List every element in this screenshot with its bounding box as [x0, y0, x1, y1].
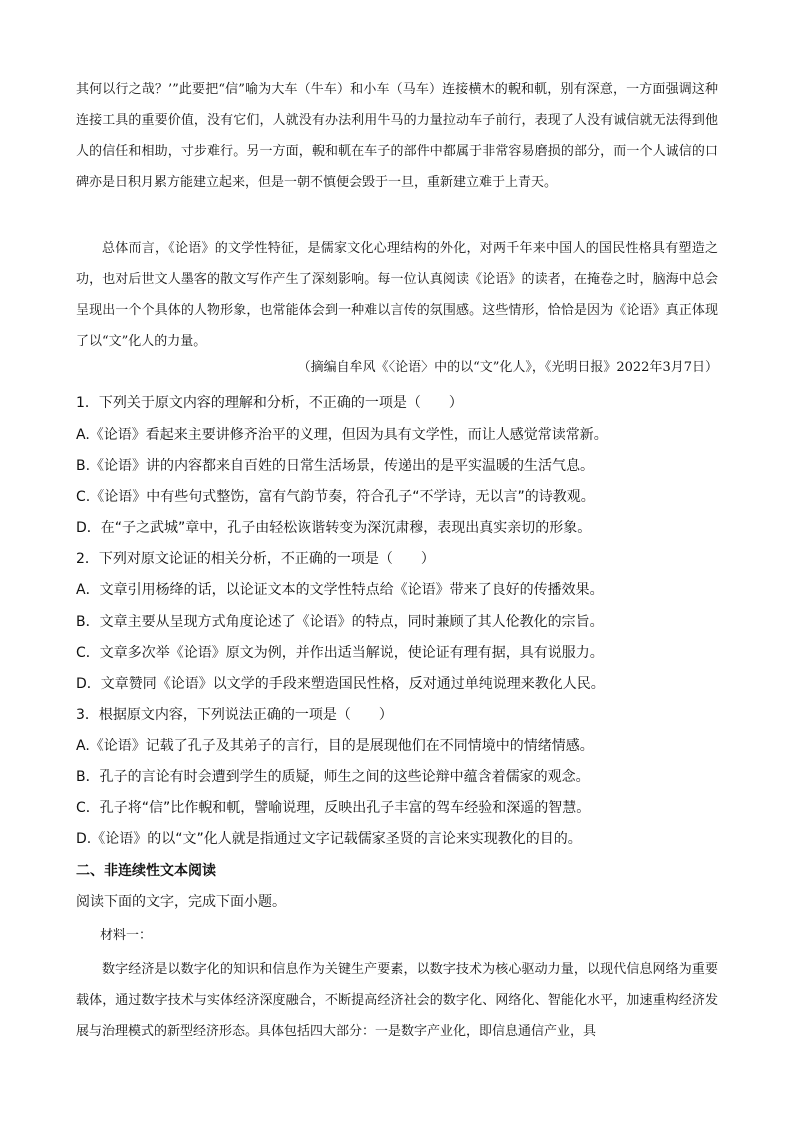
passage-paragraph-top: 其何以行之哉？’”此要把“信”喻为大车（牛车）和小车（马车）连接横木的輗和軏，别有深意，一方面强调这种连接工具的重要价值，没有它们，人就没有办法利用牛马的力量拉动车子前行，表现了人没有诚信就无法得到他人的信任和相助，寸步难行。另一方面，輗和軏在车子的部件中都属于非常容易磨损的部分，而一个人诚信的口碑亦是日积月累方能建立起来，但是一朝不慎便会毁于一旦，重新建立难于上青天。	[76, 82, 718, 190]
source-citation: （摘编自牟风《〈论语〉中的以“文”化人》，《光明日报》2022年3月7日）	[297, 360, 718, 375]
question-3-option-d: D.《论语》的以“文”化人就是指通过文字记载儒家圣贤的言论来实现教化的目的。	[76, 831, 582, 847]
question-2-stem: 2．下列对原文论证的相关分析，不正确的一项是（ ）	[76, 551, 435, 567]
question-1-option-d: D．在“子之武城”章中，孔子由轻松诙谐转变为深沉肃穆，表现出真实亲切的形象。	[76, 520, 592, 536]
question-2-option-a: A．文章引用杨绛的话，以论证文本的文学性特点给《论语》带来了良好的传播效果。	[76, 582, 604, 598]
question-1-option-c: C.《论语》中有些句式整饬，富有气韵节奏，符合孔子“不学诗，无以言”的诗教观。	[76, 489, 595, 505]
question-2-option-c: C．文章多次举《论语》原文为例，并作出适当解说，使论证有理有据，具有说服力。	[76, 645, 604, 661]
question-2-option-d: D．文章赞同《论语》以文学的手段来塑造国民性格，反对通过单纯说理来教化人民。	[76, 676, 605, 692]
section-heading: 二、非连续性文本阅读	[76, 863, 216, 879]
question-3-option-c: C．孔子将“信”比作輗和軏，譬喻说理，反映出孔子丰富的驾车经验和深遥的智慧。	[76, 800, 591, 816]
question-3-stem: 3．根据原文内容，下列说法正确的一项是（ ）	[76, 707, 393, 723]
question-1-option-a: A.《论语》看起来主要讲修齐治平的义理，但因为具有文学性，而让人感觉常读常新。	[76, 427, 608, 443]
question-2-option-b: B．文章主要从呈现方式角度论述了《论语》的特点，同时兼顾了其人伦教化的宗旨。	[76, 614, 604, 630]
material-paragraph: 数字经济是以数字化的知识和信息作为关键生产要素，以数字技术为核心驱动力量，以现代信息网络为重要载体，通过数字技术与实体经济深度融合，不断提高经济社会的数字化、网络化、智能化水平，加速重构经济发展与治理模式的新型经济形态。具体包括四大部分：一是数字产业化，即信息通信产业，具	[76, 962, 718, 1039]
question-3-option-b: B．孔子的言论有时会遭到学生的质疑，师生之间的这些论辩中蕴含着儒家的观念。	[76, 769, 590, 785]
material-label: 材料一：	[100, 928, 153, 943]
reading-instruction: 阅读下面的文字，完成下面小题。	[76, 894, 286, 910]
question-1-stem: 1．下列关于原文内容的理解和分析，不正确的一项是（ ）	[76, 395, 463, 411]
question-1-option-b: B.《论语》讲的内容都来自百姓的日常生活场景，传递出的是平实温暖的生活气息。	[76, 458, 595, 474]
passage-paragraph-summary: 总体而言，《论语》的文学性特征，是儒家文化心理结构的外化，对两千年来中国人的国民性格具有塑造之功，也对后世文人墨客的散文写作产生了深刻影响。每一位认真阅读《论语》的读者，在掩卷之时，脑海中总会呈现出一个个具体的人物形象，也常能体会到一种难以言传的氛围感。这些情形，恰恰是因为《论语》真正体现了以“文”化人的力量。	[76, 241, 718, 349]
question-3-option-a: A.《论语》记载了孔子及其弟子的言行，目的是展现他们在不同情境中的情绪情感。	[76, 738, 594, 754]
